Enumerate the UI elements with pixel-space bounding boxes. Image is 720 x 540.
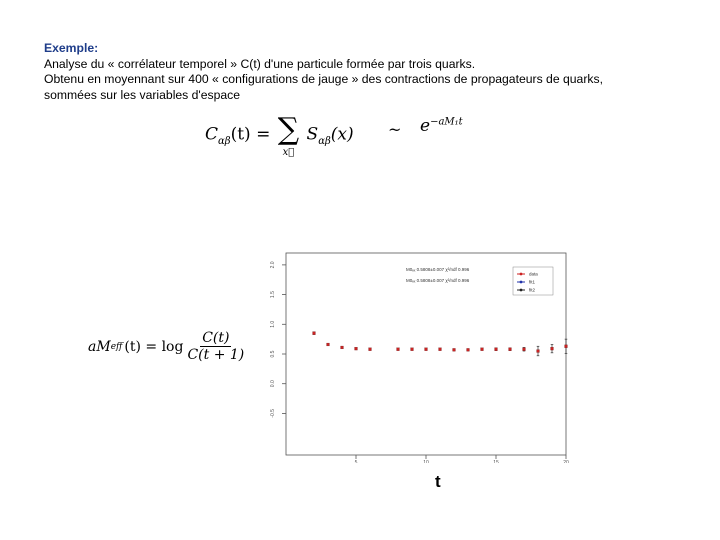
formula2-lhs-arg: (t) = log xyxy=(124,338,184,355)
legend-entry: fit1 xyxy=(529,279,536,285)
intro-line-1: Analyse du « corrélateur temporel » C(t) d'une particule formée par trois quarks. xyxy=(44,56,476,71)
effective-mass-formula xyxy=(88,330,244,363)
data-point xyxy=(355,347,358,350)
effective-mass-plot xyxy=(258,247,574,463)
fraction xyxy=(187,330,244,363)
sum-subscript: x⃗ xyxy=(282,147,295,158)
exp-power: −aM₁t xyxy=(430,116,463,128)
data-point xyxy=(341,346,344,349)
x-tick-label: 5 xyxy=(354,460,358,463)
intro-line-2: Obtenu en moyennant sur 400 « configurations de jauge » des contractions de propagateurs de quarks, xyxy=(44,72,603,86)
intro-line-3: sommées sur les variables d'espace xyxy=(44,87,241,102)
formula1-term: S xyxy=(306,124,319,145)
legend-marker xyxy=(520,273,523,276)
exponential-formula xyxy=(420,116,463,136)
legend-entry: fit2 xyxy=(529,287,536,293)
legend-marker xyxy=(520,289,523,292)
formula2-lhs: aM xyxy=(88,338,111,355)
formula1-lhs-sub: αβ xyxy=(218,135,231,147)
data-point xyxy=(397,348,400,351)
legend-marker xyxy=(520,281,523,284)
data-point xyxy=(551,347,554,350)
sum-symbol xyxy=(278,112,299,158)
example-heading: Exemple: xyxy=(44,41,99,55)
y-tick-label: 0.5 xyxy=(270,350,276,358)
data-point xyxy=(565,345,568,348)
correlator-formula xyxy=(205,112,354,158)
data-point xyxy=(327,343,330,346)
data-point xyxy=(313,332,316,335)
x-axis-label: t xyxy=(435,472,441,491)
y-tick-label: 0.0 xyxy=(270,380,276,388)
x-tick-label: 15 xyxy=(493,460,499,463)
fit-annotation: M0ₑₓ 0.5808±0.007 χ²/ndf 0.996 xyxy=(406,278,470,283)
y-tick-label: 1.0 xyxy=(270,320,276,328)
data-point xyxy=(439,348,442,351)
formula2-lhs-sub: eff xyxy=(110,341,123,352)
formula1-term-sub: αβ xyxy=(318,135,331,147)
data-point xyxy=(537,350,540,353)
formula1-term-arg: (x) xyxy=(330,124,354,145)
y-tick-label: -0.5 xyxy=(270,409,276,418)
data-point xyxy=(495,348,498,351)
fraction-denominator: C(t + 1) xyxy=(187,347,245,363)
data-point xyxy=(481,348,484,351)
data-point xyxy=(453,348,456,351)
data-point xyxy=(425,348,428,351)
data-point xyxy=(509,348,512,351)
fit-annotation: M0ₑₓ 0.5808±0.007 χ²/ndf 0.996 xyxy=(406,267,470,272)
data-point xyxy=(369,348,372,351)
formula1-lhs-arg: (t) = xyxy=(230,124,271,145)
tilde-symbol: ~ xyxy=(388,120,402,139)
x-tick-label: 20 xyxy=(563,460,569,463)
y-tick-label: 1.5 xyxy=(270,291,276,299)
data-point xyxy=(467,348,470,351)
fraction-numerator: C(t) xyxy=(202,330,230,346)
exp-base: e xyxy=(420,116,431,136)
plot-svg xyxy=(258,247,574,463)
sum-glyph: ∑ xyxy=(277,112,300,147)
intro-text xyxy=(44,41,704,103)
formula1-lhs: C xyxy=(205,124,219,145)
y-tick-label: 2.0 xyxy=(270,261,276,269)
data-point xyxy=(523,348,526,351)
x-tick-label: 10 xyxy=(423,460,429,463)
legend-entry: data xyxy=(529,271,538,277)
data-point xyxy=(411,348,414,351)
